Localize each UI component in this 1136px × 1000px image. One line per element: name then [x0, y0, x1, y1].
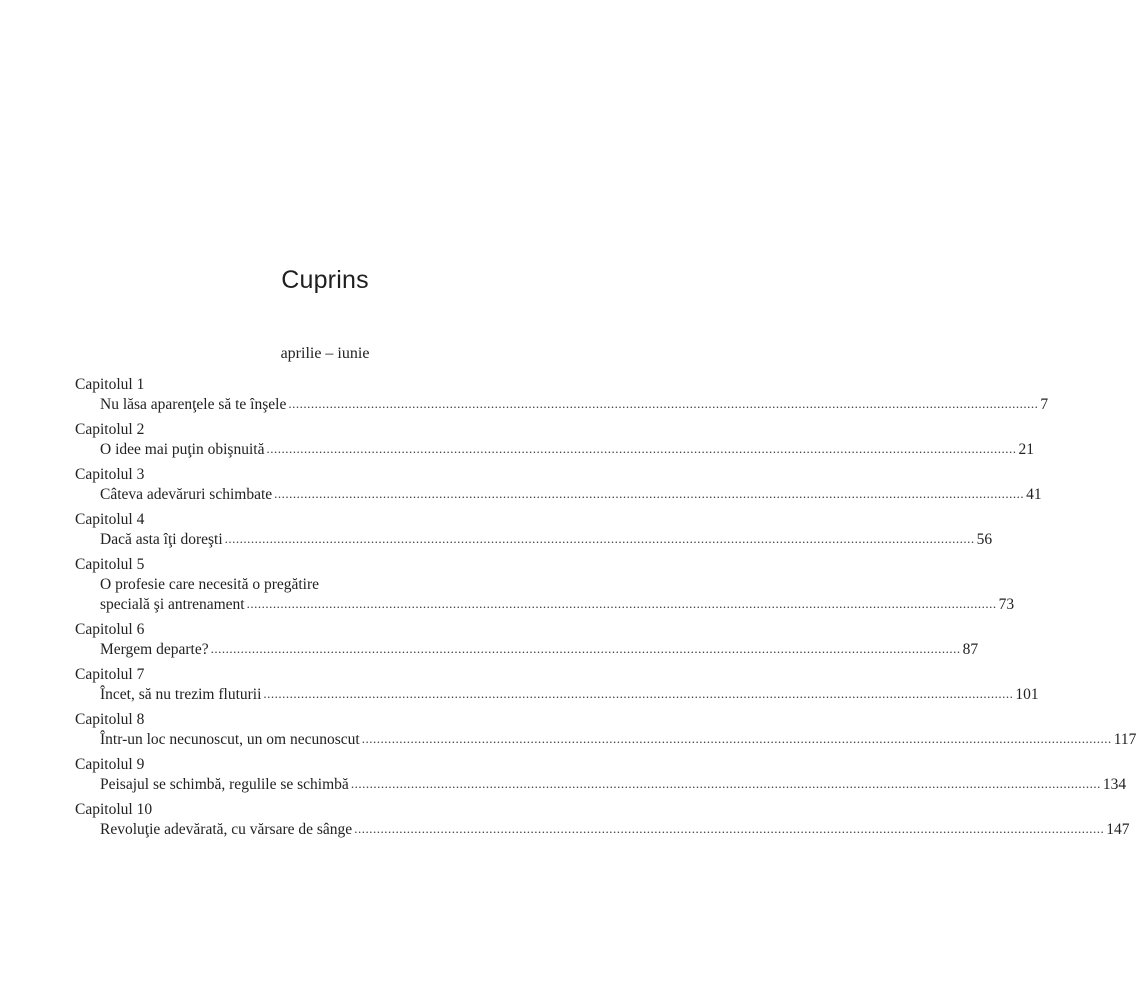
page-number: 101: [1015, 686, 1039, 703]
chapter-title-line: [75, 440, 1034, 460]
page-number: 87: [962, 641, 979, 658]
chapter-label: Capitolul 5: [75, 556, 145, 573]
chapter-title-line: [75, 530, 993, 550]
chapter-title: Încet, să nu trezim fluturii: [100, 686, 262, 703]
page-number: 147: [1106, 821, 1130, 838]
toc-entry: [75, 800, 1130, 840]
dot-leader: ........................................................................................................................................................................................................: [350, 776, 1101, 791]
chapter-title-line: [75, 595, 1015, 615]
toc-entry: [75, 665, 1039, 705]
chapter-label: Capitolul 9: [75, 756, 145, 773]
toc-entry: [75, 510, 993, 550]
chapter-label: Capitolul 4: [75, 511, 145, 528]
chapter-label: Capitolul 7: [75, 666, 145, 683]
chapter-title-line: [75, 575, 574, 595]
dot-leader: ........................................................................................................................................................................................................: [274, 486, 1025, 501]
toc-entry: [75, 465, 1042, 505]
chapter-title: specială şi antrenament: [100, 596, 245, 613]
chapter-title: Dacă asta îţi doreşti: [100, 531, 223, 548]
chapter-title: Peisajul se schimbă, regulile se schimbă: [100, 776, 349, 793]
chapter-title: O profesie care necesită o pregătire: [100, 576, 320, 593]
page-number: 56: [976, 531, 993, 548]
chapter-title-line: [75, 640, 979, 660]
page-title: Cuprins: [281, 266, 369, 294]
page-number: 21: [1018, 441, 1034, 458]
dot-leader: ........................................................................................................................................................................................................: [354, 821, 1105, 836]
chapter-title-line: [75, 395, 1049, 415]
toc-entry: [75, 420, 1034, 460]
chapter-title: Revoluţie adevărată, cu vărsare de sânge: [100, 821, 353, 838]
chapter-label: Capitolul 8: [75, 711, 145, 728]
dot-leader: ........................................................................................................................................................................................................: [246, 596, 997, 611]
chapter-label: Capitolul 6: [75, 621, 145, 638]
page-number: 73: [998, 596, 1015, 613]
chapter-label: Capitolul 1: [75, 376, 145, 393]
chapter-title-line: [75, 775, 1127, 795]
toc-entry: [75, 375, 1049, 415]
dot-leader: ........................................................................................................................................................................................................: [288, 396, 1039, 411]
toc-entry: [75, 755, 1127, 795]
dot-leader: ........................................................................................................................................................................................................: [266, 441, 1017, 456]
page-number: 41: [1026, 486, 1042, 503]
dot-leader: ........................................................................................................................................................................................................: [361, 731, 1112, 746]
table-of-contents: [75, 375, 1136, 845]
chapter-label: Capitolul 10: [75, 801, 153, 818]
chapter-title: Nu lăsa aparenţele să te înşele: [100, 396, 287, 413]
chapter-title: Câteva adevăruri schimbate: [100, 486, 273, 503]
page-number: 134: [1102, 776, 1127, 793]
chapter-label: Capitolul 2: [75, 421, 145, 438]
chapter-title-line: [75, 685, 1039, 705]
dot-leader: ........................................................................................................................................................................................................: [263, 686, 1014, 701]
dot-leader: ........................................................................................................................................................................................................: [224, 531, 975, 546]
chapter-label: Capitolul 3: [75, 466, 145, 483]
toc-entry: [75, 710, 1136, 750]
page-number: 117: [1113, 731, 1136, 748]
chapter-title: O idee mai puţin obişnuită: [100, 441, 265, 458]
chapter-title-line: [75, 730, 1136, 750]
chapter-title: Într-un loc necunoscut, un om necunoscut: [100, 731, 360, 748]
toc-entry: [75, 620, 979, 660]
toc-entry: [75, 555, 1015, 615]
dot-leader: ........................................................................................................................................................................................................: [210, 641, 961, 656]
chapter-title-line: [75, 485, 1042, 505]
chapter-title: Mergem departe?: [100, 641, 209, 658]
chapter-title-line: [75, 820, 1130, 840]
page-number: 7: [1040, 396, 1049, 413]
section-heading: aprilie – iunie: [280, 345, 370, 362]
